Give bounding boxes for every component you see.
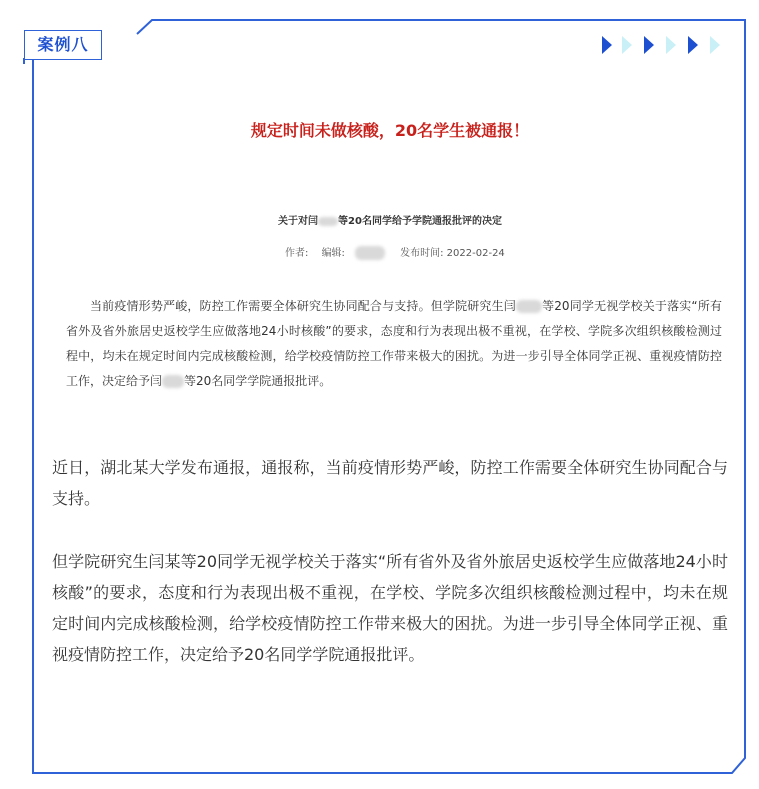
notice-body	[66, 294, 722, 394]
notice-screenshot	[60, 112, 720, 424]
decorative-arrows-icon	[600, 34, 724, 56]
article-text	[52, 452, 728, 670]
article-paragraph-2: 但学院研究生闫某等20同学无视学校关于落实“所有省外及省外旅居史返校学生应做落地24小时核酸”的要求，态度和行为表现出极不重视，在学校、学院多次组织核酸检测过程中，均未在规定时间内完成核酸检测，给学校疫情防控工作带来极大的困扰。为进一步引导全体同学正视、重视疫情防控工作，决定给予20名同学学院通报批评。	[52, 552, 728, 664]
notice-title	[10, 212, 759, 227]
headline: 规定时间未做核酸，20名学生被通报！	[250, 121, 530, 140]
notice-title-prefix: 关于对闫	[278, 216, 319, 227]
case-label-badge	[24, 30, 102, 60]
notice-body-part1: 当前疫情形势严峻，防控工作需要全体研究生协同配合与支持。但学院研究生闫	[90, 299, 516, 313]
notice-meta	[285, 244, 515, 260]
notice-title-suffix: 等20名同学给予学院通报批评的决定	[338, 216, 502, 227]
case-label-text: 案例八	[37, 35, 89, 54]
editor-redaction	[355, 246, 385, 260]
author-label: 作者:	[285, 248, 309, 259]
name-redaction	[318, 217, 338, 226]
publish-date: 发布时间: 2022-02-24	[400, 248, 505, 259]
name-redaction	[516, 300, 542, 313]
notice-body-part2: 等20同学无视学校关于落实“所有省外及省外旅居史返校学生应做落地24小时核酸”的要求，态度和行为表现出极不重视，在学校、学院多次组织核酸检测过程中，均未在规定时间内完成核酸检测，给学校疫情防控工作带来极大的困扰。为进一步引导全体同学正视、重视疫情防控工作，决定给予闫	[66, 299, 722, 388]
editor-label: 编辑:	[321, 248, 345, 259]
notice-body-part3: 等20名同学学院通报批评。	[184, 374, 332, 388]
article-paragraph-1: 近日，湖北某大学发布通报，通报称，当前疫情形势严峻，防控工作需要全体研究生协同配合与支持。	[52, 458, 728, 508]
name-redaction	[162, 375, 184, 388]
